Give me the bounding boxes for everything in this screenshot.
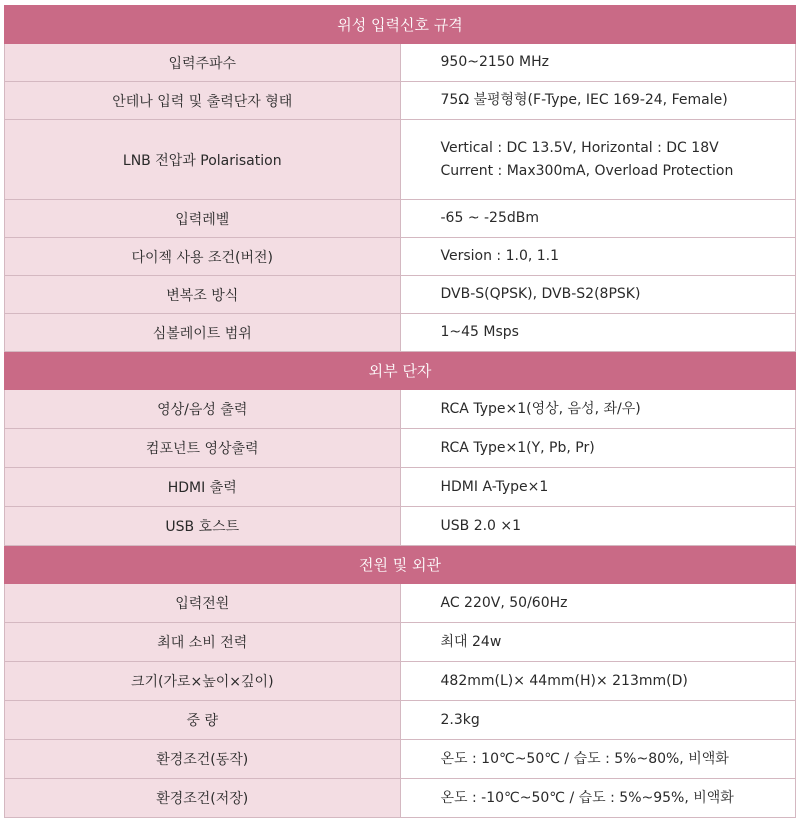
spec-value (400, 390, 796, 429)
spec-label: 안테나 입력 및 출력단자 형태 (5, 82, 401, 120)
spec-value-line: 482mm(L)× 44mm(H)× 213mm(D) (440, 672, 688, 689)
spec-value-line: Vertical : DC 13.5V, Horizontal : DC 18V (440, 139, 719, 156)
spec-value (400, 314, 796, 352)
spec-value (400, 200, 796, 238)
table-row (5, 314, 796, 352)
section-header-row (5, 546, 796, 584)
spec-label: 심볼레이트 범위 (5, 314, 401, 352)
spec-value (400, 82, 796, 120)
spec-value-line: USB 2.0 ×1 (440, 517, 522, 534)
spec-label: 입력레벨 (5, 200, 401, 238)
spec-value (400, 584, 796, 623)
spec-label: 크기(가로×높이×깊이) (5, 662, 401, 701)
spec-value-line: 1~45 Msps (440, 324, 519, 340)
spec-value (400, 429, 796, 468)
table-row (5, 623, 796, 662)
spec-label: 최대 소비 전력 (5, 623, 401, 662)
table-row (5, 276, 796, 314)
spec-value (400, 238, 796, 276)
table-row (5, 662, 796, 701)
spec-label: 다이젝 사용 조건(버전) (5, 238, 401, 276)
spec-value (400, 468, 796, 507)
section-header-row (5, 6, 796, 44)
section-title-external-ports: 외부 단자 (5, 352, 796, 390)
table-row (5, 701, 796, 740)
spec-value-line: DVB-S(QPSK), DVB-S2(8PSK) (440, 286, 641, 302)
spec-value-line: RCA Type×1(영상, 음성, 좌/우) (440, 400, 641, 417)
spec-value-line: 2.3kg (440, 711, 480, 728)
spec-value (400, 623, 796, 662)
section-title-satellite-input: 위성 입력신호 규격 (5, 6, 796, 44)
spec-value-line: 온도 : 10℃~50℃ / 습도 : 5%~80%, 비액화 (440, 750, 729, 767)
section-title-power-appearance: 전원 및 외관 (5, 546, 796, 584)
spec-value (400, 701, 796, 740)
spec-value (400, 507, 796, 546)
table-row (5, 779, 796, 818)
spec-label: 환경조건(동작) (5, 740, 401, 779)
spec-value-line: 950~2150 MHz (440, 54, 549, 70)
spec-value-line: HDMI A-Type×1 (440, 478, 549, 495)
section-header-row (5, 352, 796, 390)
spec-label: 변복조 방식 (5, 276, 401, 314)
spec-value (400, 740, 796, 779)
spec-value-line: RCA Type×1(Y, Pb, Pr) (440, 439, 595, 456)
spec-label: 컴포넌트 영상출력 (5, 429, 401, 468)
table-row (5, 390, 796, 429)
spec-value-line: Version : 1.0, 1.1 (440, 248, 560, 264)
spec-value (400, 276, 796, 314)
spec-label: 입력주파수 (5, 44, 401, 82)
table-row (5, 584, 796, 623)
spec-label: LNB 전압과 Polarisation (5, 120, 401, 200)
spec-value (400, 779, 796, 818)
spec-value (400, 120, 796, 200)
spec-value-line: Current : Max300mA, Overload Protection (440, 162, 734, 179)
spec-label: HDMI 출력 (5, 468, 401, 507)
spec-value-line: 75Ω 불평형형(F-Type, IEC 169-24, Female) (440, 92, 728, 108)
table-row (5, 120, 796, 200)
table-row (5, 507, 796, 546)
table-row (5, 82, 796, 120)
spec-value-line: -65 ~ -25dBm (440, 210, 539, 226)
spec-label: 입력전원 (5, 584, 401, 623)
table-row (5, 200, 796, 238)
spec-table (4, 5, 796, 818)
table-row (5, 44, 796, 82)
spec-value-line: 최대 24w (440, 633, 502, 650)
table-row (5, 429, 796, 468)
spec-value (400, 662, 796, 701)
spec-value-line: AC 220V, 50/60Hz (440, 594, 568, 611)
spec-value-line: 온도 : -10℃~50℃ / 습도 : 5%~95%, 비액화 (440, 789, 734, 806)
table-row (5, 740, 796, 779)
spec-label: 환경조건(저장) (5, 779, 401, 818)
table-row (5, 238, 796, 276)
spec-label: USB 호스트 (5, 507, 401, 546)
spec-label: 중 량 (5, 701, 401, 740)
table-row (5, 468, 796, 507)
spec-label: 영상/음성 출력 (5, 390, 401, 429)
spec-value (400, 44, 796, 82)
